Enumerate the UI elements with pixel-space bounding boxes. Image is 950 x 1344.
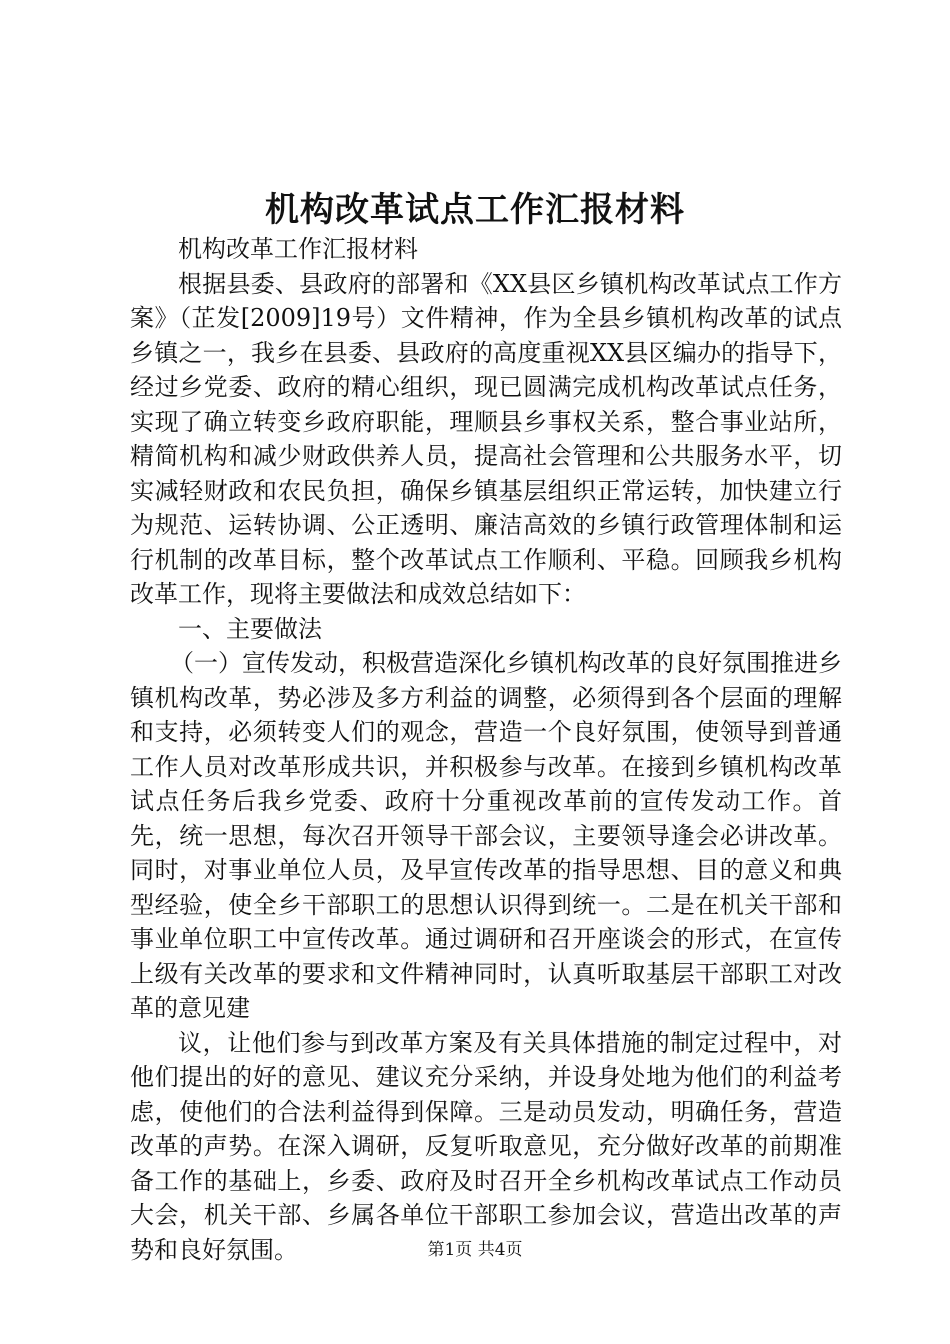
section-heading: 一、主要做法 (178, 614, 322, 643)
body-paragraph-intro: 根据县委、县政府的部署和《XX县区乡镇机构改革试点工作方案》（芷发[2009]19号）文件精神，作为全县乡镇机构改革的试点乡镇之一，我乡在县委、县政府的高度重视XX县区编办的指导下，经过乡党委、政府的精心组织，现已圆满完成机构改革试点任务，实现了确立转变乡政府职能，理顺县乡事权关系，整合事业站所，精简机构和减少财政供养人员，提高社会管理和公共服务水平，切实减轻财政和农民负担，确保乡镇基层组织正常运转，加快建立行为规范、运转协调、公正透明、廉洁高效的乡镇行政管理体制和运行机制的改革目标，整个改革试点工作顺利、平稳。回顾我乡机构改革工作，现将主要做法和成效总结如下： (130, 269, 842, 608)
body-paragraph-continuation: 议，让他们参与到改革方案及有关具体措施的制定过程中，对他们提出的好的意见、建议充分采纳，并设身处地为他们的利益考虑，使他们的合法利益得到保障。三是动员发动，明确任务，营造改革的声势。在深入调研，反复听取意见，充分做好改革的前期准备工作的基础上，乡委、政府及时召开全乡机构改革试点工作动员大会，机关干部、乡属各单位干部职工参加会议，营造出改革的声势和良好氛围。 (130, 1028, 842, 1264)
document-title: 机构改革试点工作汇报材料 (265, 190, 685, 230)
document-body (130, 232, 842, 1267)
page-number-footer: 第1页 共4页 (427, 1240, 523, 1260)
body-paragraph-publicity: （一）宣传发动，积极营造深化乡镇机构改革的良好氛围推进乡镇机构改革，势必涉及多方利益的调整，必须得到各个层面的理解和支持，必须转变人们的观念，营造一个良好氛围，使领导到普通工作人员对改革形成共识，并积极参与改革。在接到乡镇机构改革试点任务后我乡党委、政府十分重视改革前的宣传发动工作。首先，统一思想，每次召开领导干部会议，主要领导逢会必讲改革。同时，对事业单位人员，及早宣传改革的指导思想、目的意义和典型经验，使全乡干部职工的思想认识得到统一。二是在机关干部和事业单位职工中宣传改革。通过调研和召开座谈会的形式，在宣传上级有关改革的要求和文件精神同时，认真听取基层干部职工对改革的意见建 (130, 649, 842, 1022)
body-paragraph-subtitle: 机构改革工作汇报材料 (178, 235, 418, 263)
